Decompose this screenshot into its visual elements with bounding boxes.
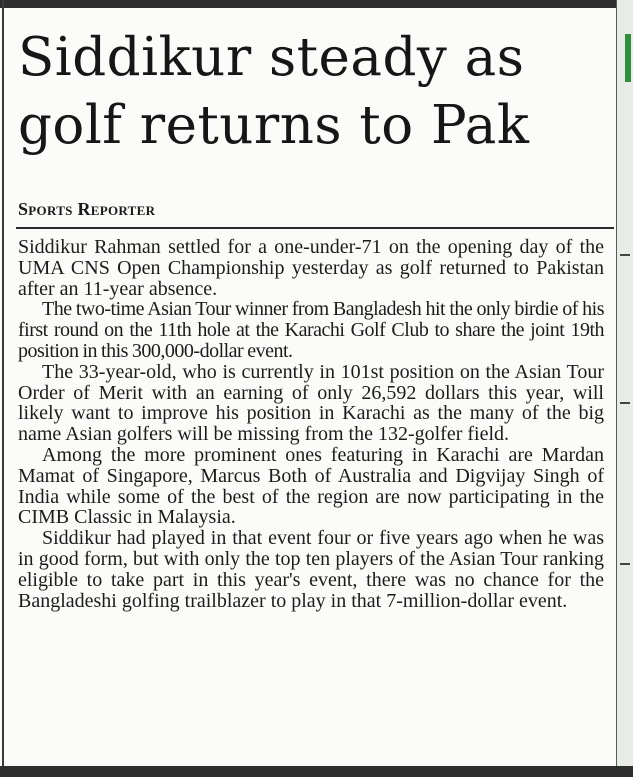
article-headline: Siddikur steady as golf returns to Pak <box>18 27 530 156</box>
bottom-border-rule <box>0 766 633 777</box>
byline-divider <box>16 227 614 229</box>
adjacent-column-tick <box>620 254 630 256</box>
article-paragraph: Siddikur Rahman settled for a one-under-71 on the opening day of the UMA CNS Open Championship yesterday as golf returned to Pakistan after an 11-year absence. <box>18 236 604 300</box>
adjacent-column-edge <box>617 0 633 777</box>
article-paragraph: The two-time Asian Tour winner from Bangladesh hit the only birdie of his first round on the 11th hole at the Karachi Golf Club to share the joint 19th position in this 300,000-dollar event. <box>18 298 604 362</box>
article-paragraph: Siddikur had played in that event four or five years ago when he was in good form, but with only the top ten players of the Asian Tour ranking eligible to take part in this year's event, there was no chance for the Bangladeshi golfing trailblazer to play in that 7-million-dollar event. <box>18 527 604 612</box>
article-paragraph: The 33-year-old, who is currently in 101st position on the Asian Tour Order of Merit with an earning of only 26,592 dollars this year, will likely want to improve his position in Karachi as the many of the big name Asian golfers will be missing from the 132-golfer field. <box>18 360 604 446</box>
article-paragraph: Among the more prominent ones featuring in Karachi are Mardan Mamat of Singapore, Marcus Both of Australia and Digvijay Singh of India while some of the best of the region are now participating in the CIMB Classic in Malaysia. <box>18 443 604 529</box>
article-byline: Sports Reporter <box>18 199 156 219</box>
adjacent-column-green-mark <box>625 34 631 82</box>
left-border-rule <box>2 0 4 777</box>
article-body <box>18 237 604 611</box>
top-border-rule <box>0 0 633 8</box>
adjacent-column-tick <box>620 402 630 404</box>
adjacent-column-tick <box>620 563 630 565</box>
